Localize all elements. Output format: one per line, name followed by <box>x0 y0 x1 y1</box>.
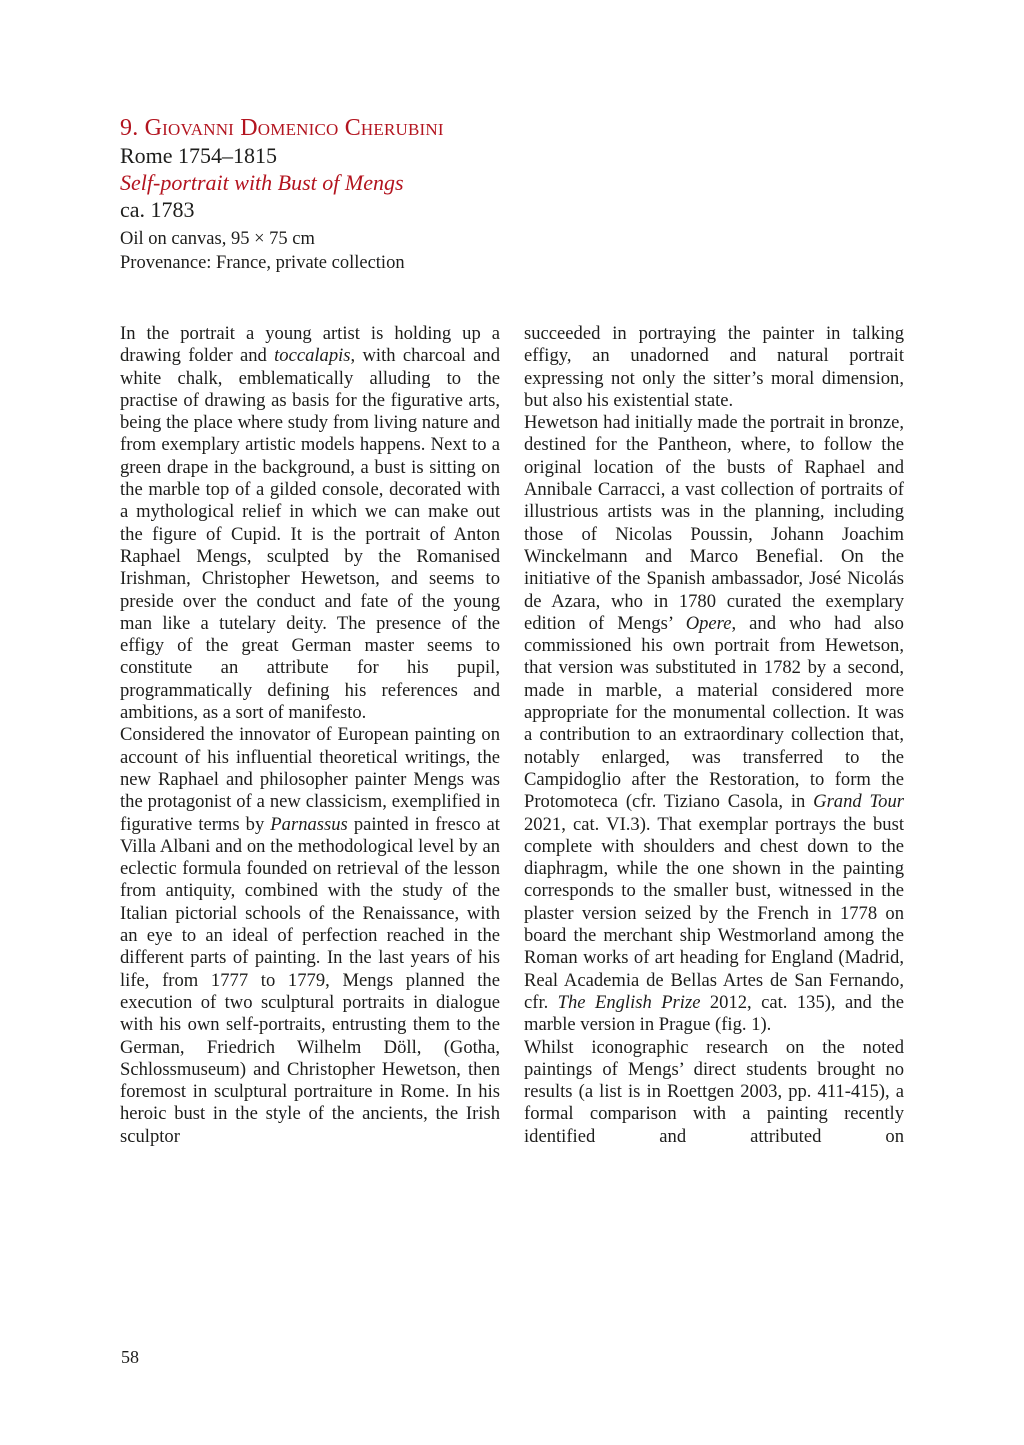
italic-term: toccalapis <box>274 345 351 367</box>
provenance: Provenance: France, private collection <box>120 253 405 273</box>
artist-dates: Rome 1754–1815 <box>120 143 278 168</box>
page-number: 58 <box>121 1347 139 1367</box>
paragraph <box>120 323 500 724</box>
text-run: Considered the innovator of European painting on account of his influential theoretical writings, the new Raphael and philosopher painter Mengs was the protagonist of a new classicism, exemplified in figurative terms by <box>120 724 500 835</box>
text-run: , with charcoal and white chalk, emblematically alluding to the practise of drawing as basis for the figurative arts, being the place where study from living nature and from exemplary artistic models happens. Next to a green drape in the background, a bust is sitting on the marble top of a gilded console, decorated with a mythological relief in which we can make out the figure of Cupid. It is the portrait of Anton Raphael Mengs, sculpted by the Romanised Irishman, Christopher Hewetson, and seems to preside over the conduct and fate of the young man like a tutelary deity. The presence of the effigy of the great German master seems to constitute an attribute for his pupil, programmatically defining his references and ambitions, as a sort of manifesto. <box>120 345 500 724</box>
italic-title: Opere <box>685 612 732 634</box>
italic-title: Parnassus <box>270 813 348 835</box>
medium-dimensions: Oil on canvas, 95 × 75 cm <box>120 229 315 249</box>
paragraph: succeeded in portraying the painter in talking effigy, an unadorned and natural portrait expressing not only the sitter’s moral dimension, but also his existential state. <box>524 323 904 411</box>
work-title: Self-portrait with Bust of Mengs <box>120 170 404 195</box>
italic-title: Grand Tour <box>813 791 904 813</box>
catalogue-entry-header <box>120 114 620 275</box>
paragraph <box>120 724 500 1148</box>
text-run: , and who had also commissioned his own portrait from Hewetson, that version was substituted in 1782 by a second, made in marble, a material considered more appropriate for the monumental collection. It was a contribution to an extraordinary collection that, notably enlarged, was transferred to the Campidoglio after the Restoration, to form the Protomoteca (cfr. Tiziano Casola, in <box>524 612 904 813</box>
work-date: ca. 1783 <box>120 197 195 222</box>
text-run: Hewetson had initially made the portrait in bronze, destined for the Pantheon, where, to follow the original location of the busts of Raphael and Annibale Carracci, a vast collection of portraits of illustrious artists was in the planning, including those of Nicolas Poussin, Johann Joachim Winckelmann and Marco Benefial. On the initiative of the Spanish ambassador, José Nicolás de Azara, who in 1780 curated the exemplary edition of Mengs’ <box>524 412 904 634</box>
paragraph <box>524 412 904 1036</box>
text-run: 2021, cat. VI.3). That exemplar portrays the bust complete with shoulders and chest down to the diaphragm, while the one shown in the painting corresponds to the smaller bust, witnessed in the plaster version seized by the French in 1778 on board the merchant ship Westmorland among the Roman works of art heading for England (Madrid, Real Academia de Bellas Artes de San Fernando, cfr. <box>524 813 904 1013</box>
entry-title: 9. Giovanni Domenico Cherubini <box>120 115 444 141</box>
paragraph: Whilst iconographic research on the noted paintings of Mengs’ direct students brought no results (a list is in Roettgen 2003, pp. 411-415), a formal comparison with a painting recently identified and attributed on <box>524 1036 904 1147</box>
italic-title: The English Prize <box>557 991 701 1013</box>
text-column-left <box>120 323 500 1148</box>
text-run: In the portrait a young artist is holding up a drawing folder and <box>120 323 500 367</box>
text-run: 2012, cat. 135), and the marble version in Prague (fig. 1). <box>524 991 904 1036</box>
text-column-right <box>524 323 904 1148</box>
text-run: painted in fresco at Villa Albani and on the methodological level by an eclectic formula founded on retrieval of the lesson from antiquity, combined with the study of the Italian pictorial schools of the Renaissance, with an eye to an ideal of perfection reached in the different parts of painting. In the last years of his life, from 1777 to 1779, Mengs planned the execution of two sculptural portraits in dialogue with his own self-portraits, entrusting them to the German, Friedrich Wilhelm Döll, (Gotha, Schlossmuseum) and Christopher Hewetson, then foremost in sculptural portraiture in Rome. In his heroic bust in the style of the ancients, the Irish sculptor <box>120 813 500 1147</box>
